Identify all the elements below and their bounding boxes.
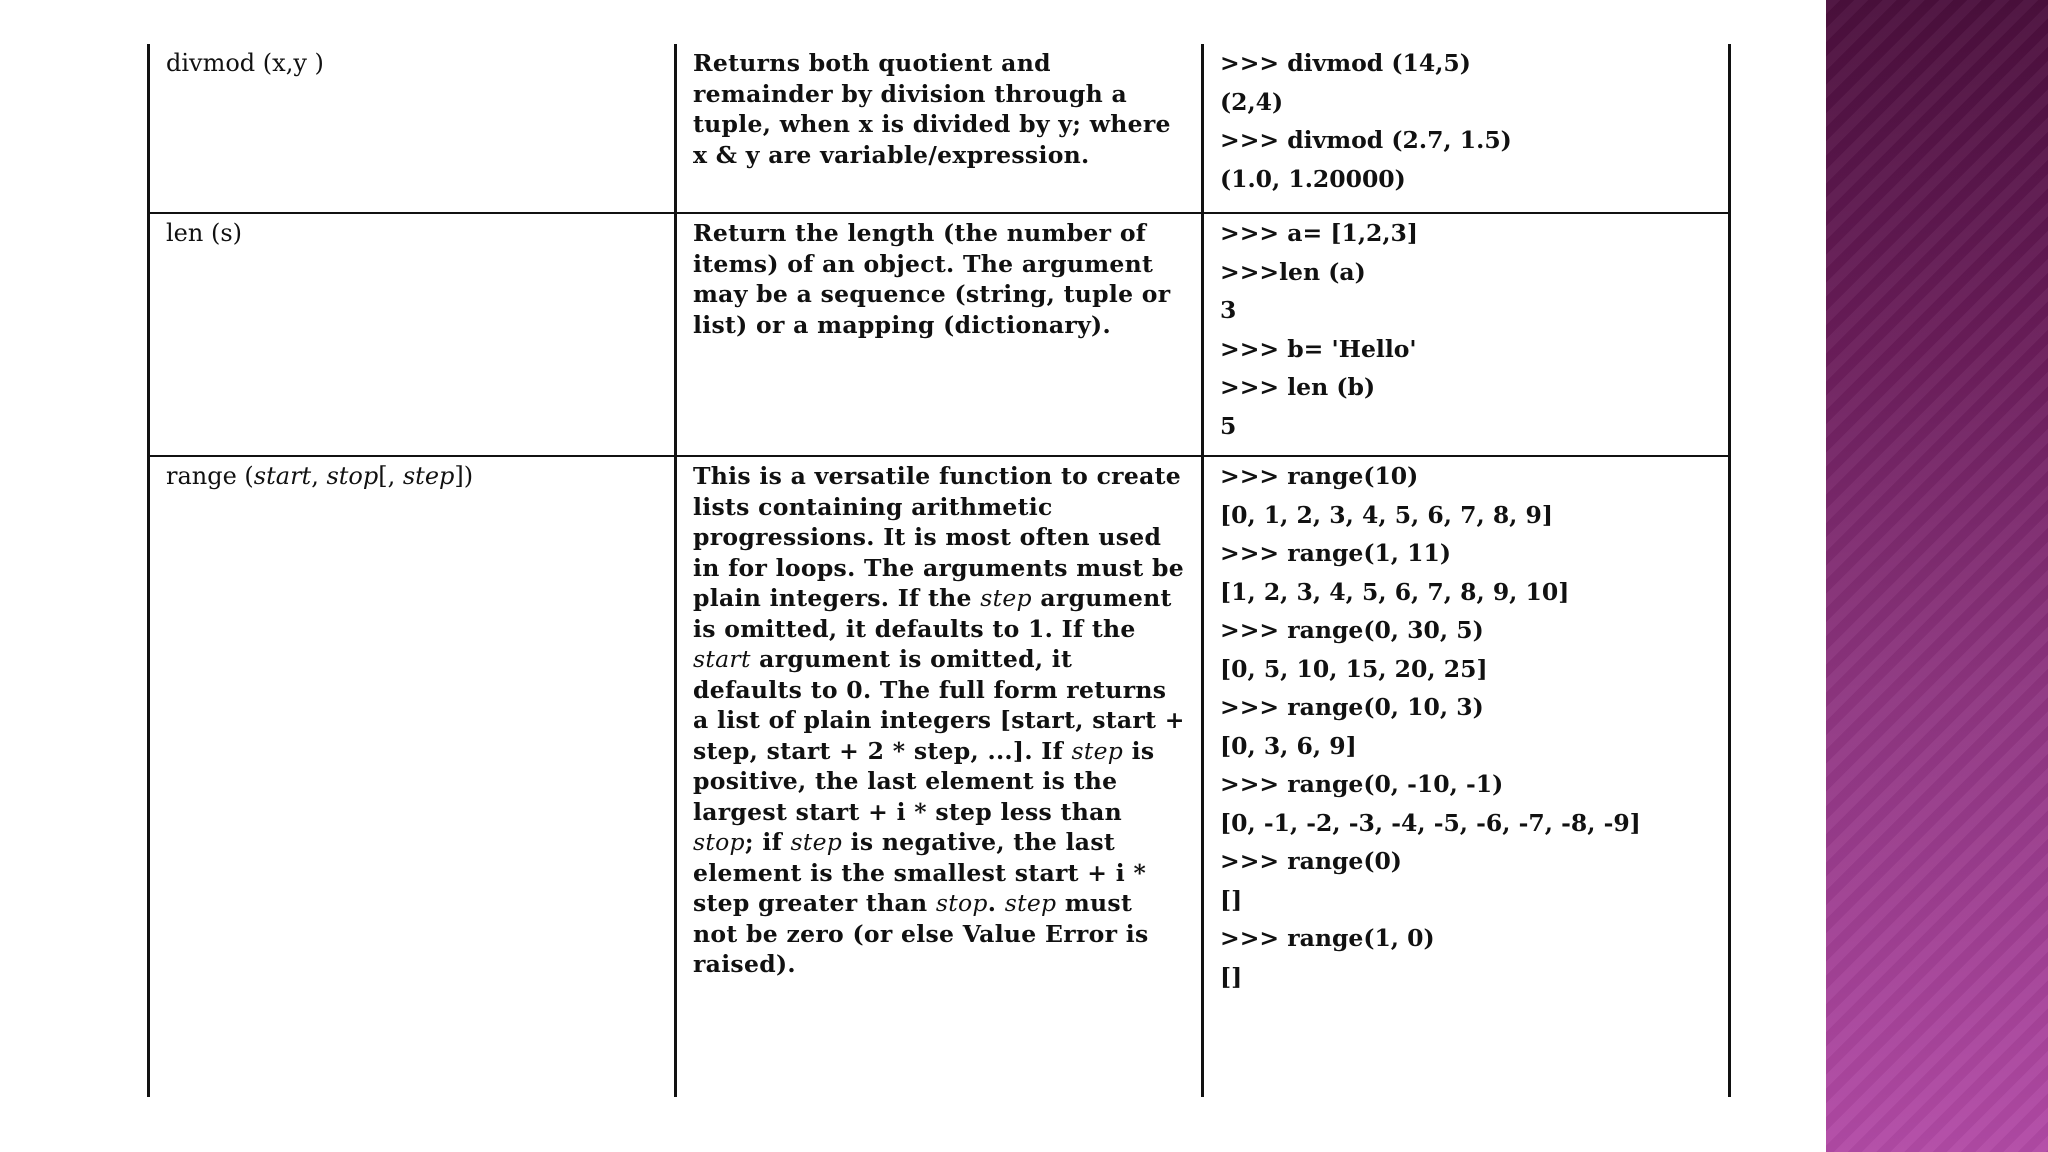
function-name-cell: [149, 44, 676, 213]
example-line: 5: [1220, 411, 1237, 440]
description-part: must not be zero (or else Value Error is raised).: [693, 889, 1149, 978]
name-part: [,: [378, 462, 403, 490]
example-cell: [1203, 456, 1730, 1097]
example-cell: [1203, 213, 1730, 456]
description-cell: [676, 213, 1203, 456]
name-param-stop: stop: [326, 462, 379, 490]
example-line: []: [1220, 962, 1243, 991]
table-row: [149, 456, 1730, 1097]
example-line: [1, 2, 3, 4, 5, 6, 7, 8, 9, 10]: [1220, 577, 1570, 606]
name-param-start: start: [253, 462, 312, 490]
description-term: stop: [935, 889, 988, 917]
description-part: argument is omitted, it defaults to 1. If the: [693, 584, 1172, 643]
name-part: ,: [311, 462, 327, 490]
description-term: start: [693, 645, 751, 673]
name-param-step: step: [402, 462, 455, 490]
example-line: [0, 1, 2, 3, 4, 5, 6, 7, 8, 9]: [1220, 500, 1554, 529]
decorative-side-panel: [1826, 0, 2048, 1152]
bottom-strip: [0, 1118, 1826, 1152]
description-part: .: [987, 889, 1005, 917]
example-line: >>> range(0, 30, 5): [1220, 616, 1484, 644]
example-line: >>> len (b): [1220, 373, 1376, 401]
description-term: step: [790, 828, 843, 856]
description-term: step: [1071, 736, 1124, 765]
description-term: stop: [693, 828, 745, 856]
example-line: >>> range(0, 10, 3): [1220, 693, 1484, 721]
example-cell: [1203, 44, 1730, 213]
function-name: [166, 462, 473, 490]
table-row: [149, 213, 1730, 456]
name-part: ]): [454, 462, 474, 490]
description-part: is negative, the last element is the smallest start + i * step greater than: [693, 828, 1147, 917]
description-part: argument is omitted, it defaults to 0. The full form returns a list of plain integers [start, start + step, start + 2 * step, ...]. If: [693, 645, 1185, 765]
description-cell: [676, 44, 1203, 213]
example-line: >>> range(0): [1220, 847, 1402, 875]
example-line: >>> range(10): [1220, 462, 1419, 490]
example-line: >>> b= 'Hello': [1220, 334, 1417, 363]
function-name: len (s): [166, 219, 243, 247]
example-line: [0, 5, 10, 15, 20, 25]: [1220, 654, 1488, 683]
example-line: 3: [1220, 296, 1237, 324]
description-part: is positive, the last element is the largest start + i * step less than: [693, 736, 1155, 826]
function-description: Return the length (the number of items) of an object. The argument may be a sequence (string, tuple or list) or a mapping (dictionary).: [693, 219, 1171, 339]
function-name-cell: [149, 213, 676, 456]
example-line: >>> range(1, 11): [1220, 539, 1451, 567]
function-table: [147, 44, 1731, 1097]
example-line: >>> divmod (2.7, 1.5): [1220, 126, 1512, 154]
example-line: (1.0, 1.20000): [1220, 164, 1406, 193]
example-line: []: [1220, 885, 1243, 914]
description-part: ; if: [744, 828, 791, 856]
example-line: >>> divmod (14,5): [1220, 49, 1471, 77]
description-term: step: [980, 584, 1032, 612]
example-line: >>> range(0, -10, -1): [1220, 770, 1504, 798]
example-line: [0, -1, -2, -3, -4, -5, -6, -7, -8, -9]: [1220, 808, 1641, 837]
description-term: step: [1004, 889, 1057, 917]
function-description: Returns both quotient and remainder by division through a tuple, when x is divided by y; where x & y are variable/expression.: [693, 49, 1171, 169]
example-line: (2,4): [1220, 87, 1284, 116]
function-name: divmod (x,y ): [166, 49, 324, 77]
example-line: >>>len (a): [1220, 257, 1366, 286]
example-line: >>> a= [1,2,3]: [1220, 219, 1419, 247]
function-name-cell: [149, 456, 676, 1097]
example-line: [0, 3, 6, 9]: [1220, 731, 1357, 760]
name-part: range (: [166, 462, 254, 490]
description-cell: [676, 456, 1203, 1097]
description-part: This is a versatile function to create lists containing arithmetic progressions. It is most often used in for loops. The arguments must be plain integers. If the: [693, 462, 1184, 612]
function-description: [693, 462, 1185, 978]
table-row: [149, 44, 1730, 213]
example-line: >>> range(1, 0): [1220, 924, 1435, 952]
